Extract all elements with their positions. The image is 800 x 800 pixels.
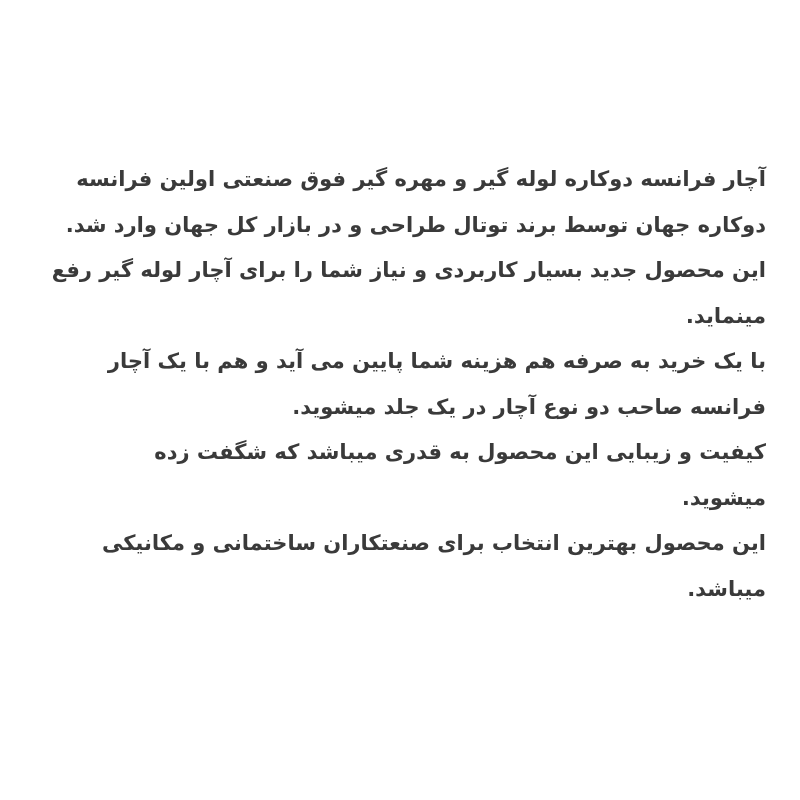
- description-line-2: دوکاره جهان توسط برند توتال طراحی و در بازار کل جهان وارد شد.: [65, 212, 766, 237]
- description-line-7: کیفیت و زیبایی این محصول به قدری میباشد که شگفت زده: [154, 440, 766, 464]
- description-line-4: مینماید.: [685, 303, 766, 328]
- description-line-3: این محصول جدید بسیار کاربردی و نیاز شما را برای آچار لوله گیر رفع: [51, 258, 766, 282]
- description-line-9: این محصول بهترین انتخاب برای صنعتکاران ساختمانی و مکانیکی: [101, 531, 766, 555]
- product-description: [46, 157, 766, 612]
- description-line-10: میباشد.: [687, 576, 766, 601]
- description-line-1: آچار فرانسه دوکاره لوله گیر و مهره گیر فوق صنعتی اولین فرانسه: [76, 167, 766, 191]
- description-line-6: فرانسه صاحب دو نوع آچار در یک جلد میشوید.: [292, 394, 766, 419]
- description-line-5: با یک خرید به صرفه هم هزینه شما پایین می آید و هم با یک آچار: [107, 349, 766, 373]
- description-line-8: میشوید.: [681, 485, 766, 510]
